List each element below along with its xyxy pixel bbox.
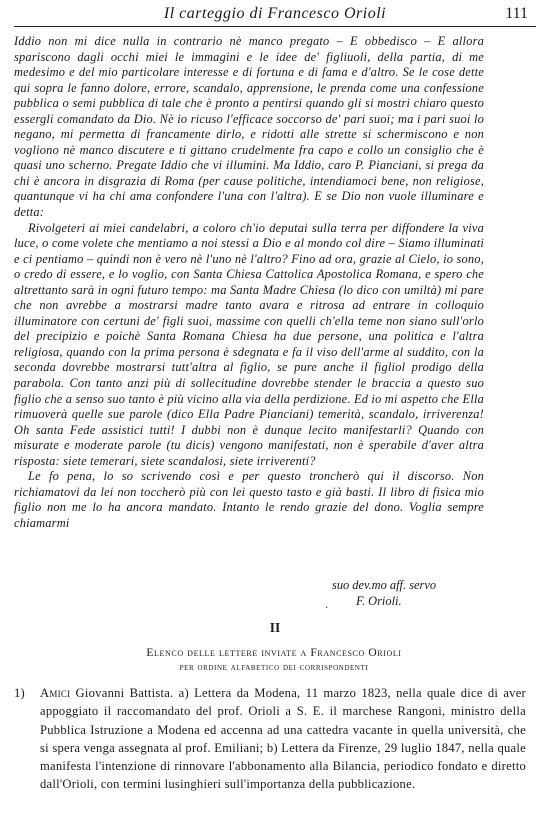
correspondent-name: Amici [40,686,71,700]
page-number: 111 [505,5,528,22]
decorative-dot: . [325,600,329,611]
signature-name: F. Orioli. [356,594,402,608]
section-subheading: per ordine alfabetico dei corrispondenti [179,662,369,673]
section-number: II [269,620,281,635]
running-head-title: Il carteggio di Francesco Orioli [163,5,387,22]
section-heading: Elenco delle lettere inviate a Francesco Orioli [146,647,402,659]
signature-closing: suo dev.mo aff. servo [332,578,437,592]
entry-text: Giovanni Battista. a) Lettera da Modena, 11 marzo 1823, nella quale dice di aver appoggiato il raccomandato del prof. Orioli a S. E. il marchese Rangoni, ministro della Pubblica Istruzione a Modena ed accenna ad una cattedra vacante in quella università, che si spera venga assegnata al prof. Emiliani; b) Lettera da Firenze, 29 luglio 1847, nella quale manifesta l'intenzione di rinnovare l'abbonamento alla Bilancia, periodico fondato e diretto dall'Orioli, con termini lusinghieri sull'importanza della pubblicazione. [40,686,526,792]
running-head [14,4,536,27]
entry-body [40,684,526,794]
letter-paragraph: Le fo pena, lo so scrivendo così e per questo troncherò qui il discorso. Non richiamatovi da lei non toccherò più con lei questo tasto e già basti. Il libro di fisica mio figlio non me lo ha ancora mandato. Intanto le rendo grazie del dono. Voglia sempre chiamarmi [14,469,484,530]
letter-text [14,34,484,532]
letter-paragraph: Iddio non mi dice nulla in contrario nè manco pregato – E obbedisco – E allora spariscono dagli occhi miei le immagini e le idee de' figliuoli, della partia, di me medesimo e del mio particolare interesse e di fortuna e di fama e d'altro. Se le cose dette qui sopra le fanno dolore, errore, scandalo, apprensione, le prenda come una confessione pubblica o semi pubblica di tale che è pronto a pentirsi quando gli si mostri chiaro questo essergli comandato da Dio. Nè io ricuso l'efficace soccorso de' pari suoi; ma i pari suoi lo negano, mi permetta di francamente dirlo, e ridotti alle strette si schermiscono e non vogliono nè manco discutere e ti gittano crudelmente fra capo e collo un consiglio che è quasi uno scherno. Pregate Iddio che vi illumini. Ma Iddio, caro P. Pianciani, si prega da chi è ancora in disgrazia di Roma (per cause politiche, intendiamoci bene, non religiose, quantunque vi ha chi ama confondere l'una con l'altra). E se Dio non vuole illuminare e detta: [14,34,484,220]
letter-paragraph: Rivolgeteri ai miei candelabri, a coloro ch'io deputai sulla terra per diffondere la viva luce, o come volete che mentiamo a noi stessi a Dio e al mondo col dire – Siamo illuminati e ci pentiamo – quindi non è vero nè l'uno nè l'altro? Fino ad ora, grazie al Cielo, io sono, o credo di essere, e lo voglio, con Santa Chiesa Cattolica Apostolica Romana, e spero che altrettanto sarà in ogni futuro tempo: ma Santa Madre Chiesa (lo dico con umiltà) mi pare che non avrebbe a mostrarsi madre tanto avara e ritrosa ad entrare in colloquio illuminatore con certuni de' figli suoi, massime con quelli ch'ella teme non siano sull'orlo del precipizio e poichè Santa Romana Chiesa ha due persone, una politica e l'altra religiosa, quando con la prima persona è sdegnata e fa il viso dell'arme al suddito, con la seconda dovrebbe mostrarsi tutt'altra al figlio, se pure anche il figliol prodigo della parabola. Con tanto anzi più di sollecitudine dovrebbe stender le braccia a questo suo figlio che a senso suo tanto è più vicino alla via della perdizione. Ed io mi aspetto che Ella rimuoverà quelle sue parole (dico Ella Padre Pianciani) temerità, scandalo, irriverenza! Oh santa Fede assistici tutti! I dubbi non è dunque lecito manifestarli? Quando con misurate e moderate parole (tu dicis) vengono manifestati, non è sperabile d'aver altra risposta: siete temerari, siete scandalosi, siete irriverenti? [14,220,484,468]
entry-number: 1) [14,686,25,700]
correspondent-entry [14,684,526,794]
